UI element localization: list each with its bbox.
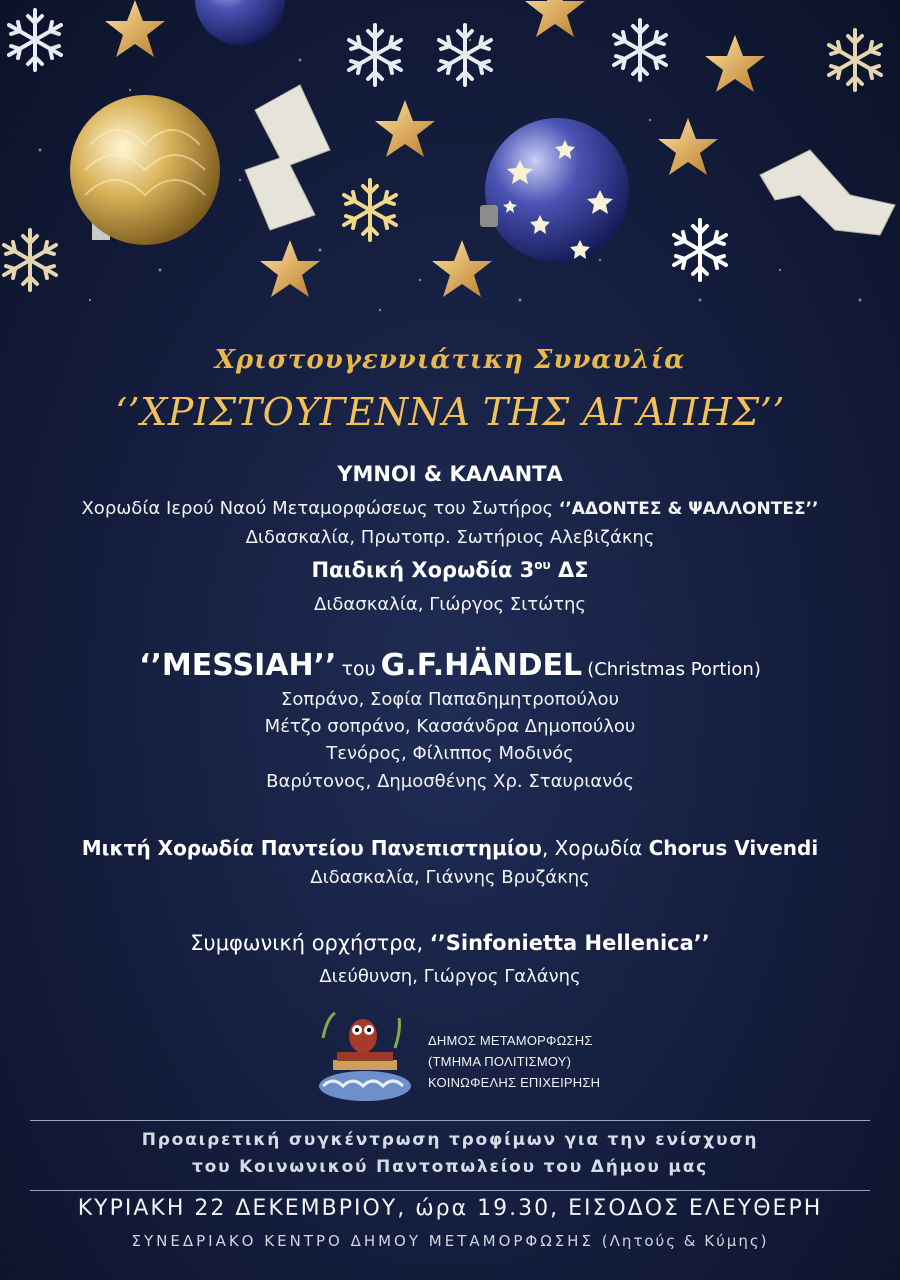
- children-choir-suffix: ΔΣ: [550, 558, 589, 582]
- hymns-heading: ΥΜΝΟΙ & ΚΑΛΑΝΤΑ: [337, 462, 563, 486]
- soloist-baritone: Βαρύτονος, Δημοσθένης Χρ. Σταυριανός: [266, 771, 634, 792]
- messiah-heading: [0, 648, 900, 683]
- choir2-teacher: Διδασκαλία, Γιώργος Σιτώτης: [314, 594, 586, 615]
- organizer-line2: (ΤΜΗΜΑ ΠΟΛΙΤΙΣΜΟΥ): [428, 1054, 572, 1069]
- organizer-line1: ΔΗΜΟΣ ΜΕΤΑΜΟΡΦΩΣΗΣ: [428, 1033, 593, 1048]
- messiah-portion: (Christmas Portion): [587, 659, 761, 680]
- soloist-soprano: Σοπράνο, Σοφία Παπαδημητροπούλου: [281, 689, 619, 710]
- choirs-line: [0, 836, 900, 860]
- orchestra-line: [0, 931, 900, 955]
- concert-title: ‘’ΧΡΙΣΤΟΥΓΕΝΝΑ ΤΗΣ ΑΓΑΠΗΣ’’: [115, 390, 785, 434]
- venue-note: (Λητούς & Κύμης): [601, 1232, 769, 1250]
- orchestra-conductor: Διεύθυνση, Γιώργος Γαλάνης: [319, 966, 581, 987]
- messiah-of: του: [341, 658, 376, 680]
- food-drive-line1: Προαιρετική συγκέντρωση τροφίμων για την ενίσχυση: [141, 1130, 759, 1150]
- soloist-mezzo: Μέτζο σοπράνο, Κασσάνδρα Δημοπούλου: [264, 716, 636, 737]
- footer-divider-top: [30, 1120, 870, 1121]
- organizer-text: [428, 1030, 600, 1093]
- orchestra-prefix: Συμφωνική ορχήστρα,: [190, 931, 430, 955]
- choir1-prefix: Χορωδία Ιερού Ναού Μεταμορφώσεως του Σωτήρος: [81, 498, 559, 519]
- concert-subtitle: Χριστουγεννιάτικη Συναυλία: [214, 345, 686, 375]
- choir1-line: [0, 498, 900, 519]
- christmas-decoration: [0, 0, 900, 330]
- children-choir: [0, 558, 900, 582]
- event-date: ΚΥΡΙΑΚΗ 22 ΔΕΚΕΜΒΡΙΟΥ, ώρα 19.30, ΕΙΣΟΔΟΣ ΕΛΕΥΘΕΡΗ: [77, 1196, 823, 1221]
- event-venue: [0, 1232, 900, 1250]
- messiah-composer: G.F.HÄNDEL: [380, 648, 583, 683]
- food-drive-line2: του Κοινωνικού Παντοπωλείου του Δήμου μας: [191, 1157, 709, 1177]
- owl-on-books-logo-icon: [315, 1008, 415, 1103]
- choir1-name: ‘’ΑΔΟΝΤΕΣ & ΨΑΛΛΟΝΤΕΣ’’: [558, 499, 819, 519]
- choir1-teacher: Διδασκαλία, Πρωτοπρ. Σωτήριος Αλεβιζάκης: [245, 527, 655, 548]
- organizer-line3: ΚΟΙΝΩΦΕΛΗΣ ΕΠΙΧΕΙΡΗΣΗ: [428, 1075, 601, 1090]
- chorus-vivendi-name: Chorus Vivendi: [648, 836, 819, 860]
- choirs-teacher: Διδασκαλία, Γιάννης Βρυζάκης: [310, 867, 590, 888]
- choirs-separator: , Χορωδία: [541, 836, 649, 860]
- children-choir-sup: ου: [534, 558, 551, 572]
- orchestra-name: ‘’Sinfonietta Hellenica’’: [429, 931, 710, 955]
- footer-divider-bottom: [30, 1190, 870, 1191]
- soloist-tenor: Τενόρος, Φίλιππος Μοδινός: [326, 743, 574, 764]
- messiah-work: ‘’MESSIAH’’: [139, 648, 337, 683]
- children-choir-name: Παιδική Χορωδία 3: [311, 558, 535, 582]
- mixed-choir-name: Μικτή Χορωδία Παντείου Πανεπιστημίου: [81, 836, 542, 860]
- venue-name: ΣΥΝΕΔΡΙΑΚΟ ΚΕΝΤΡΟ ΔΗΜΟΥ ΜΕΤΑΜΟΡΦΩΣΗΣ: [131, 1232, 594, 1250]
